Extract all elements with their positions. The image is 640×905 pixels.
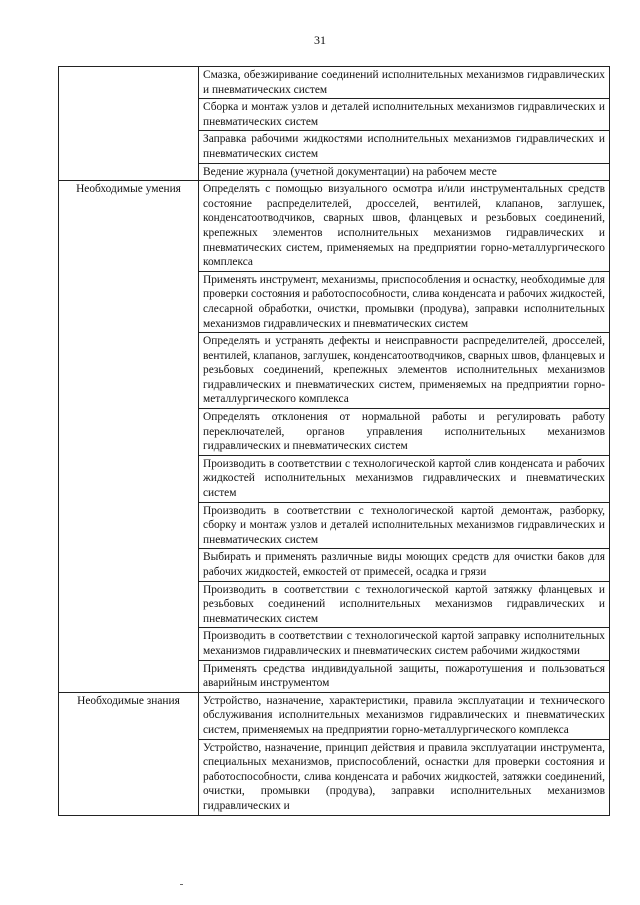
skill-cell: Применять средства индивидуальной защиты, пожаротушения и пользоваться аварийным инструментом [199, 660, 610, 692]
skill-cell: Применять инструмент, механизмы, приспособления и оснастку, необходимые для проверки состояния и работоспособности, слива конденсата и рабочих жидкостей, слесарной обработки, очистки, промывки (продува), заправки исполнительных механизмов гидравлических и пневматических систем [199, 271, 610, 332]
knowledge-label: Необходимые знания [59, 692, 199, 815]
skill-cell: Производить в соответствии с технологической картой затяжку фланцевых и резьбовых соединений исполнительных механизмов гидравлических и пневматических систем [199, 581, 610, 628]
table-row [59, 67, 610, 99]
labor-action-cell: Смазка, обезжиривание соединений исполнительных механизмов гидравлических и пневматических систем [199, 67, 610, 99]
table-row [59, 692, 610, 739]
knowledge-cell: Устройство, назначение, принцип действия и правила эксплуатации инструмента, специальных механизмов, приспособлений, оснастки для проверки состояния и работоспособности, слива конденсата и рабочих жидкостей, затяжки соединений, очистки, промывки (продува), заправки исполнительных механизмов гидравлических и [199, 739, 610, 815]
skill-cell: Выбирать и применять различные виды моющих средств для очистки баков для рабочих жидкостей, емкостей от примесей, осадка и грязи [199, 549, 610, 581]
page-number: 31 [314, 33, 326, 47]
skill-cell: Производить в соответствии с технологической картой демонтаж, разборку, сборку и монтаж узлов и деталей исполнительных механизмов гидравлических и пневматических систем [199, 502, 610, 549]
skill-cell: Производить в соответствии с технологической картой заправку исполнительных механизмов гидравлических и пневматических систем рабочими жидкостями [199, 628, 610, 660]
table-row [59, 181, 610, 272]
skill-cell: Определять с помощью визуального осмотра и/или инструментальных средств состояние распределителей, дросселей, вентилей, клапанов, заглушек, конденсатоотводчиков, сварных швов, фланцевых и резьбовых соединений, крепежных элементов исполнительных механизмов гидравлических и пневматических систем, применяемых на предприятии горно-металлургического комплекса [199, 181, 610, 272]
labor-action-cell: Ведение журнала (учетной документации) на рабочем месте [199, 163, 610, 181]
knowledge-cell: Устройство, назначение, характеристики, правила эксплуатации и технического обслуживания исполнительных механизмов гидравлических и пневматических систем, применяемых на предприятии горно-металлургического комплекса [199, 692, 610, 739]
labor-action-cell: Сборка и монтаж узлов и деталей исполнительных механизмов гидравлических и пневматических систем [199, 99, 610, 131]
empty-label-cell [59, 67, 199, 181]
skill-cell: Производить в соответствии с технологической картой слив конденсата и рабочих жидкостей исполнительных механизмов гидравлических и пневматических систем [199, 455, 610, 502]
skill-cell: Определять и устранять дефекты и неисправности распределителей, дросселей, вентилей, клапанов, заглушек, конденсатоотводчиков, сварных швов, фланцевых и резьбовых соединений, крепежных элементов исполнительных механизмов гидравлических и пневматических систем, применяемых на предприятии горно-металлургического комплекса [199, 333, 610, 409]
requirements-table [58, 66, 610, 816]
skill-cell: Определять отклонения от нормальной работы и регулировать работу переключателей, органов управления исполнительных механизмов гидравлических и пневматических систем [199, 409, 610, 456]
skills-label: Необходимые умения [59, 181, 199, 693]
scan-mark [180, 884, 183, 885]
labor-action-cell: Заправка рабочими жидкостями исполнительных механизмов гидравлических и пневматических систем [199, 131, 610, 163]
